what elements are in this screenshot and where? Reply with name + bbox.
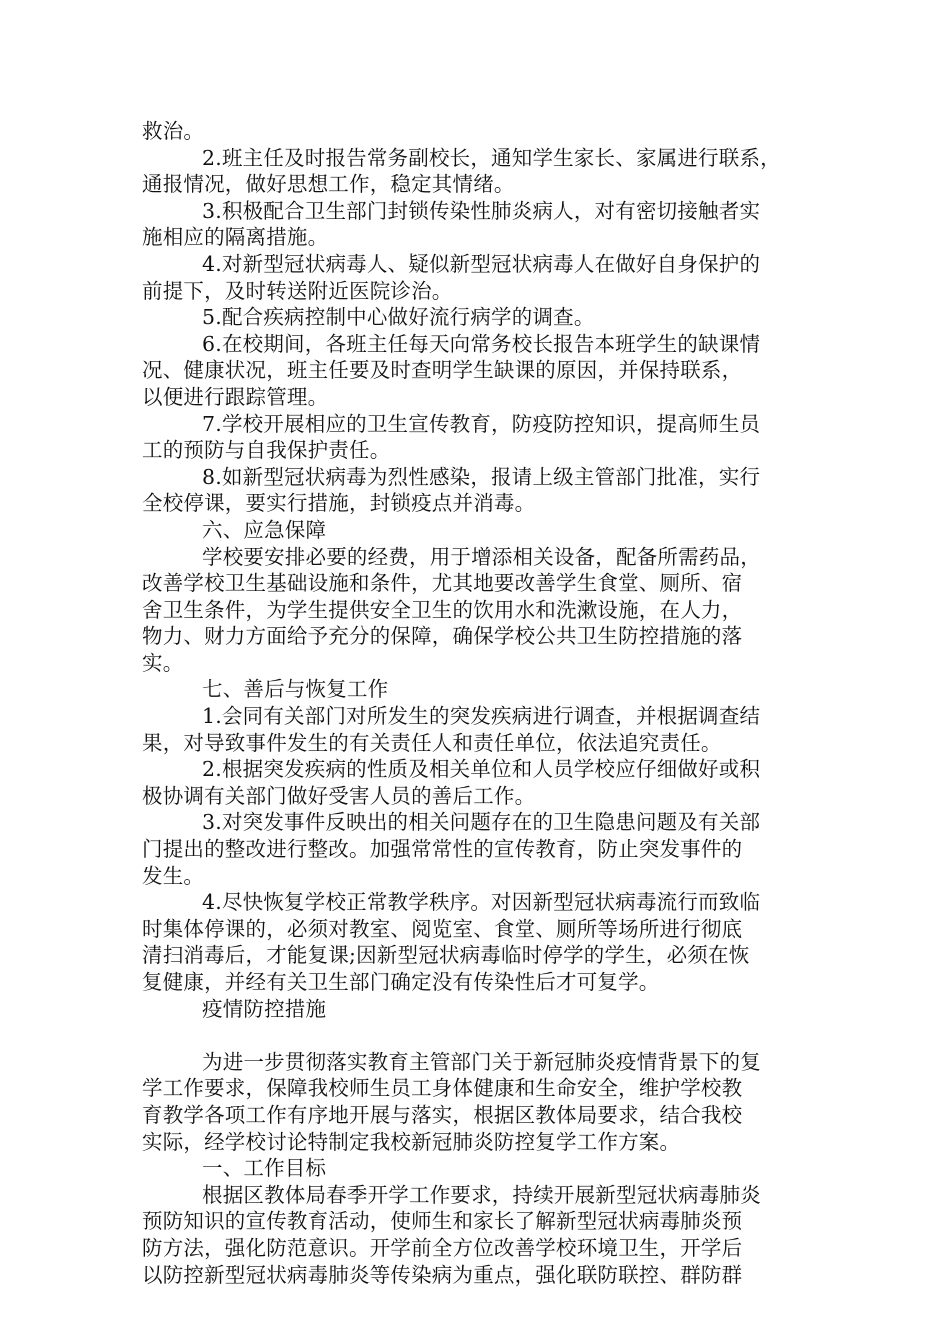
section-heading: 疫情防控措施 bbox=[202, 996, 327, 1021]
text-line: 全校停课，要实行措施，封锁疫点并消毒。 bbox=[142, 491, 536, 516]
text-line: 通报情况，做好思想工作，稳定其情绪。 bbox=[142, 172, 515, 197]
text-line: 4.尽快恢复学校正常教学秩序。对因新型冠状病毒流行而致临 bbox=[202, 890, 761, 915]
text-line: 门提出的整改进行整改。加强常常性的宣传教育，防止突发事件的 bbox=[142, 837, 743, 862]
text-line: 以防控新型冠状病毒肺炎等传染病为重点，强化联防联控、群防群 bbox=[142, 1262, 743, 1287]
text-line: 时集体停课的，必须对教室、阅览室、食堂、厕所等场所进行彻底 bbox=[142, 916, 743, 941]
text-line: 根据区教体局春季开学工作要求，持续开展新型冠状病毒肺炎 bbox=[202, 1182, 761, 1207]
text-line: 学校要安排必要的经费，用于增添相关设备，配备所需药品， bbox=[202, 544, 761, 569]
text-line: 实。 bbox=[142, 650, 184, 675]
section-heading: 七、善后与恢复工作 bbox=[202, 677, 389, 702]
text-line: 防方法，强化防范意识。开学前全方位改善学校环境卫生，开学后 bbox=[142, 1235, 743, 1260]
text-line: 果，对导致事件发生的有关责任人和责任单位，依法追究责任。 bbox=[142, 730, 722, 755]
text-line: 极协调有关部门做好受害人员的善后工作。 bbox=[142, 783, 536, 808]
text-line: 为进一步贯彻落实教育主管部门关于新冠肺炎疫情背景下的复 bbox=[202, 1049, 761, 1074]
text-line: 物力、财力方面给予充分的保障，确保学校公共卫生防控措施的落 bbox=[142, 624, 743, 649]
text-line: 6.在校期间，各班主任每天向常务校长报告本班学生的缺课情 bbox=[202, 331, 761, 356]
text-line: 改善学校卫生基础设施和条件，尤其地要改善学生食堂、厕所、宿 bbox=[142, 571, 743, 596]
text-line: 4.对新型冠状病毒人、疑似新型冠状病毒人在做好自身保护的 bbox=[202, 251, 761, 276]
text-line: 学工作要求，保障我校师生员工身体健康和生命安全，维护学校教 bbox=[142, 1076, 743, 1101]
text-line: 育教学各项工作有序地开展与落实，根据区教体局要求，结合我校 bbox=[142, 1102, 743, 1127]
section-heading: 一、工作目标 bbox=[202, 1156, 327, 1181]
text-line: 实际，经学校讨论特制定我校新冠肺炎防控复学工作方案。 bbox=[142, 1129, 681, 1154]
text-line: 5.配合疾病控制中心做好流行病学的调查。 bbox=[202, 305, 595, 330]
text-line: 舍卫生条件，为学生提供安全卫生的饮用水和洗漱设施，在人力， bbox=[142, 597, 743, 622]
text-line: 8.如新型冠状病毒为烈性感染，报请上级主管部门批准，实行 bbox=[202, 464, 761, 489]
text-line: 清扫消毒后，才能复课;因新型冠状病毒临时停学的学生，必须在恢 bbox=[142, 943, 750, 968]
text-line: 1.会同有关部门对所发生的突发疾病进行调查，并根据调查结 bbox=[202, 704, 761, 729]
text-line: 2.班主任及时报告常务副校长，通知学生家长、家属进行联系， bbox=[202, 145, 781, 170]
text-line: 以便进行跟踪管理。 bbox=[142, 384, 329, 409]
text-line: 3.积极配合卫生部门封锁传染性肺炎病人，对有密切接触者实 bbox=[202, 198, 761, 223]
text-line: 发生。 bbox=[142, 863, 205, 888]
text-line: 3.对突发事件反映出的相关问题存在的卫生隐患问题及有关部 bbox=[202, 810, 761, 835]
text-line: 前提下，及时转送附近医院诊治。 bbox=[142, 278, 453, 303]
section-heading: 六、应急保障 bbox=[202, 517, 327, 542]
text-line: 况、健康状况，班主任要及时查明学生缺课的原因，并保持联系， bbox=[142, 358, 743, 383]
document-body bbox=[142, 118, 808, 1288]
text-line: 复健康，并经有关卫生部门确定没有传染性后才可复学。 bbox=[142, 970, 660, 994]
text-line: 7.学校开展相应的卫生宣传教育，防疫防控知识，提高师生员 bbox=[202, 411, 761, 436]
blank-line bbox=[142, 1022, 808, 1049]
text-line: 救治。 bbox=[142, 119, 205, 143]
text-line: 预防知识的宣传教育活动，使师生和家长了解新型冠状病毒肺炎预 bbox=[142, 1209, 743, 1234]
text-line: 工的预防与自我保护责任。 bbox=[142, 438, 391, 463]
text-line: 2.根据突发疾病的性质及相关单位和人员学校应仔细做好或积 bbox=[202, 757, 761, 782]
text-line: 施相应的隔离措施。 bbox=[142, 225, 329, 250]
